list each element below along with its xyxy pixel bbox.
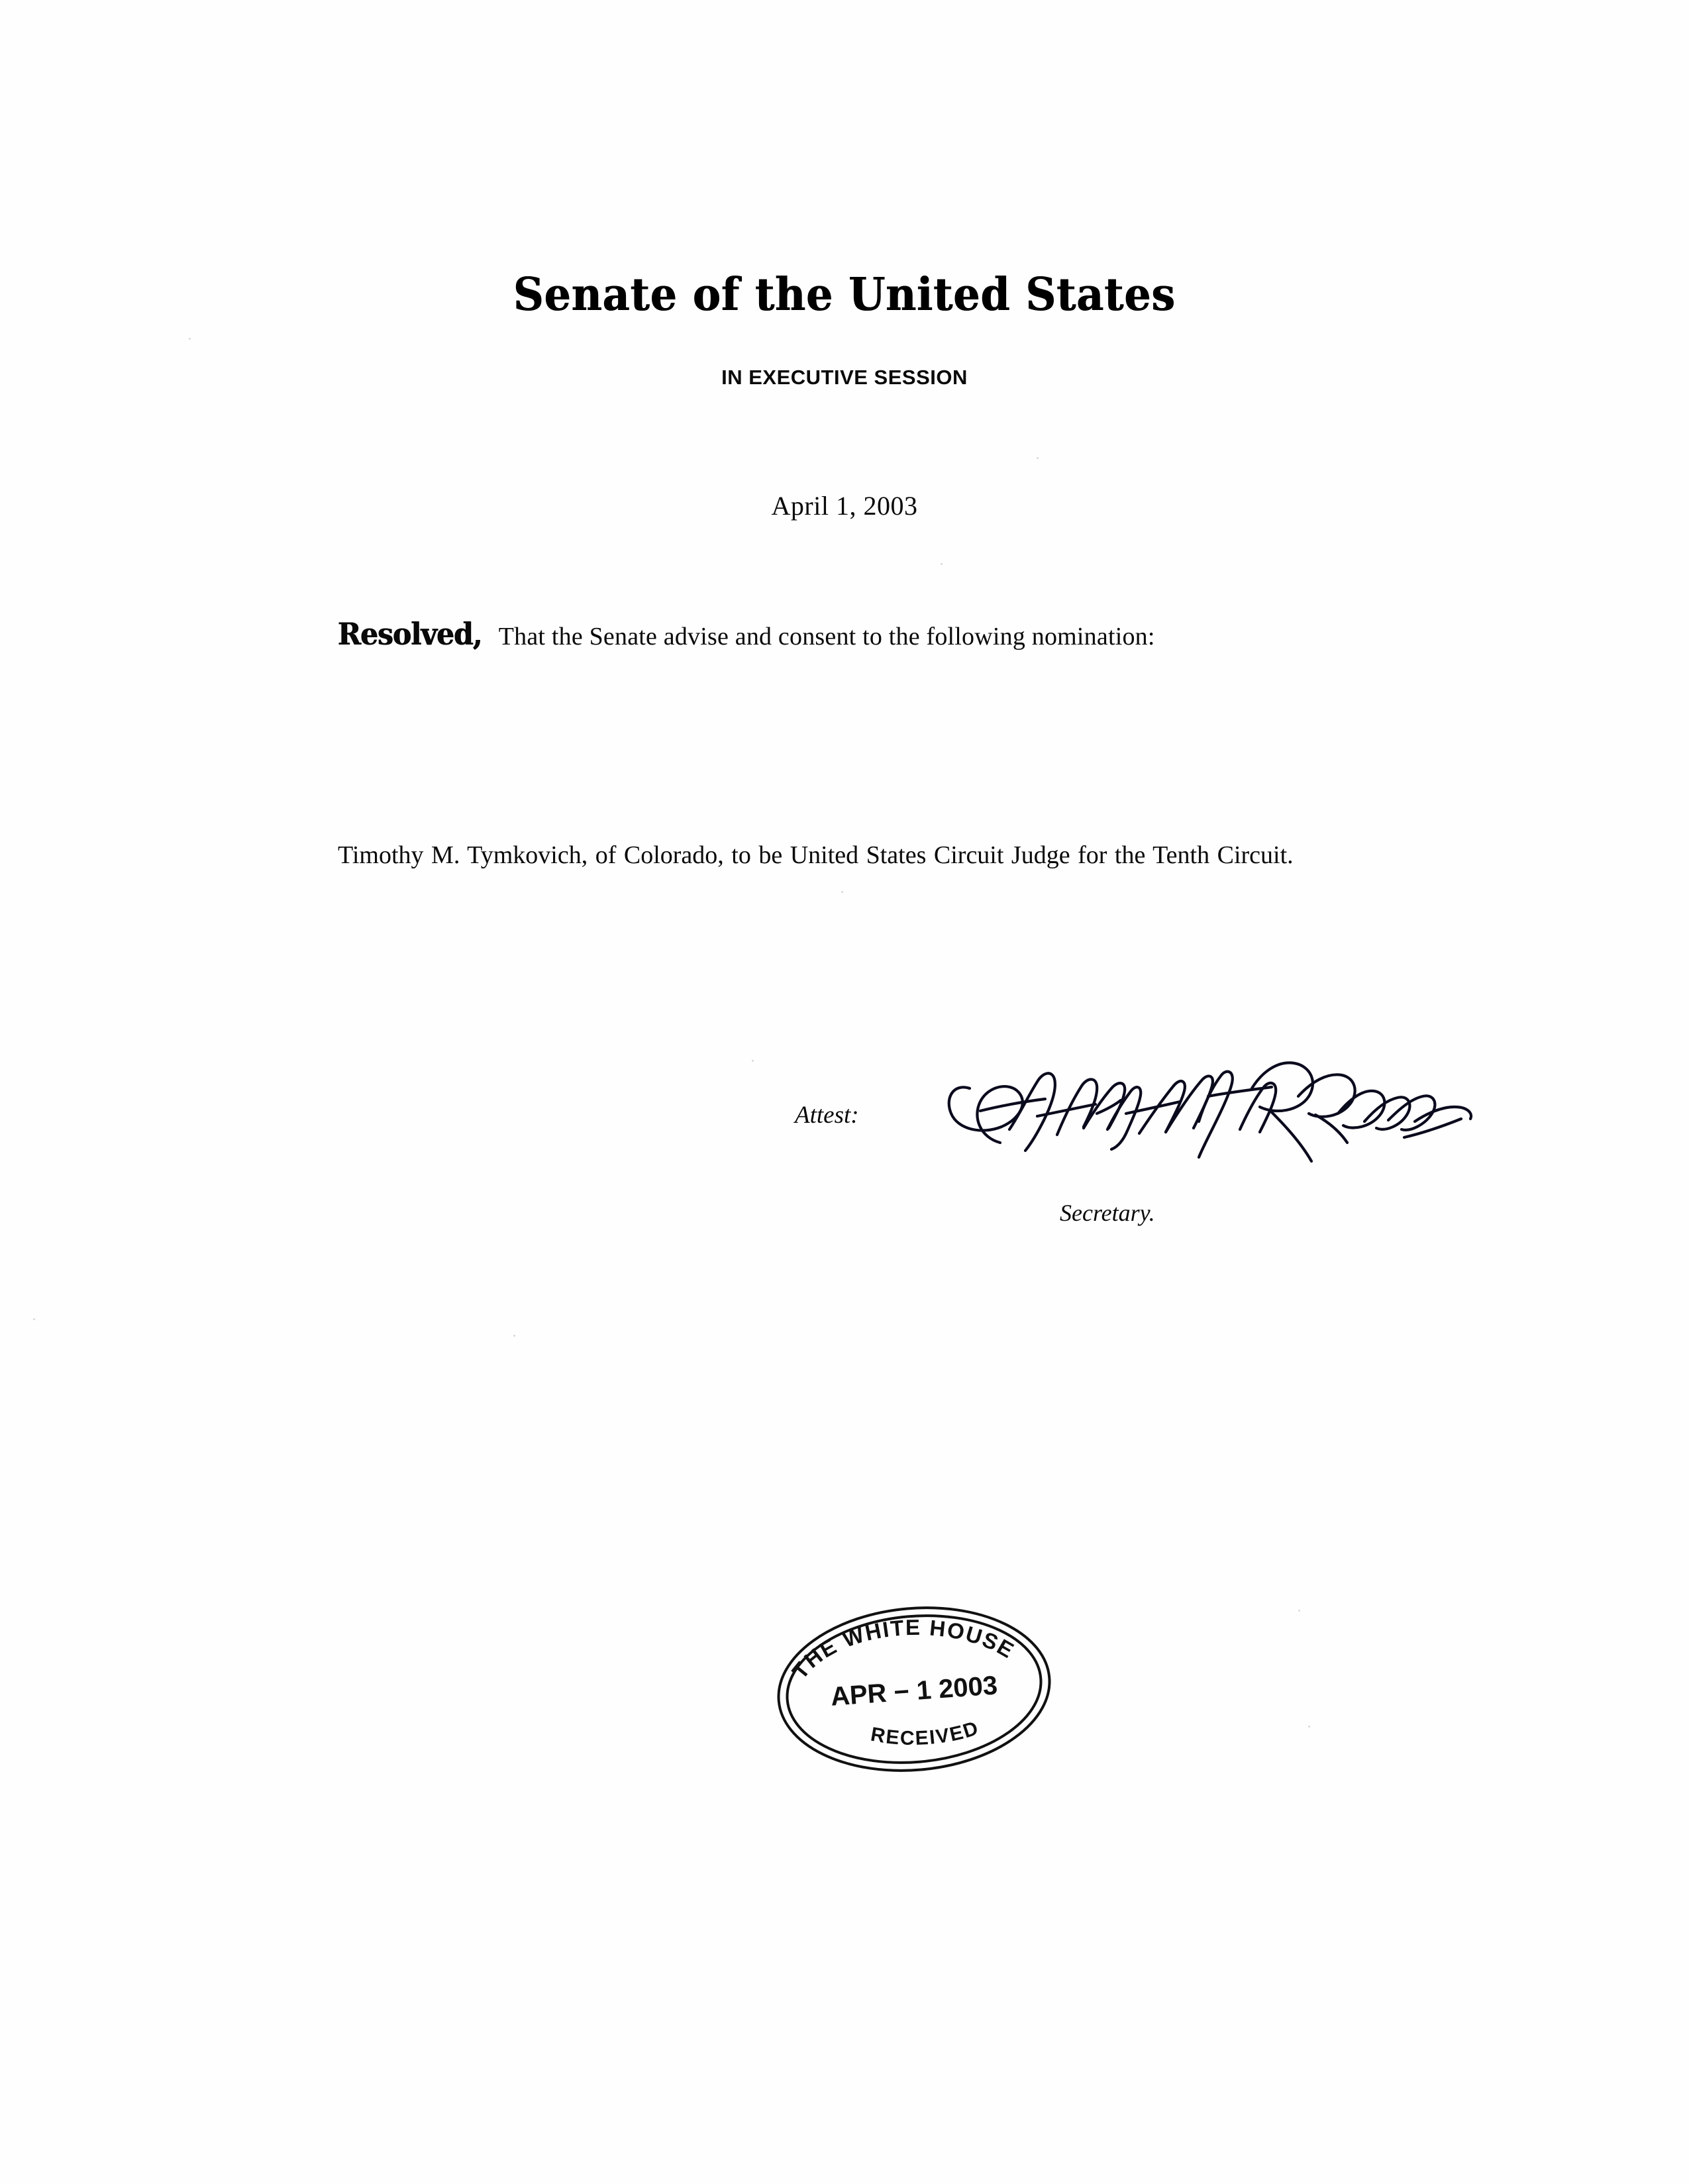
stamp-date-text: APR − 1 2003 xyxy=(829,1671,999,1712)
scan-speck xyxy=(1037,457,1039,459)
white-house-received-stamp xyxy=(765,1590,1063,1789)
stamp-top-text: THE WHITE HOUSE xyxy=(787,1614,1019,1684)
secretary-label: Secretary. xyxy=(1060,1200,1155,1226)
svg-text:RECEIVED xyxy=(869,1717,982,1749)
scan-speck xyxy=(1298,1610,1300,1612)
scan-speck xyxy=(1308,1726,1310,1728)
stamp-bottom-text: RECEIVED xyxy=(869,1716,982,1750)
secretary-signature xyxy=(941,1050,1484,1176)
attest-label: Attest: xyxy=(795,1102,859,1129)
scan-speck xyxy=(752,1060,754,1062)
nomination-paragraph: Timothy M. Tymkovich, of Colorado, to be United States Circuit Judge for the Tenth Circuit. xyxy=(338,841,1294,869)
scan-speck xyxy=(189,338,191,340)
scan-speck xyxy=(33,1318,35,1320)
document-masthead xyxy=(0,268,1689,321)
masthead-text: Senate of the United States xyxy=(513,268,1176,321)
scan-speck xyxy=(841,891,843,893)
resolved-statement: That the Senate advise and consent to the following nomination: xyxy=(498,623,1155,650)
document-subheading: IN EXECUTIVE SESSION xyxy=(721,366,968,389)
resolved-keyword: Resolved, xyxy=(337,616,482,652)
scan-speck xyxy=(513,1335,515,1337)
resolved-clause xyxy=(331,616,1457,652)
scan-speck xyxy=(941,563,943,565)
document-date: April 1, 2003 xyxy=(771,491,918,521)
